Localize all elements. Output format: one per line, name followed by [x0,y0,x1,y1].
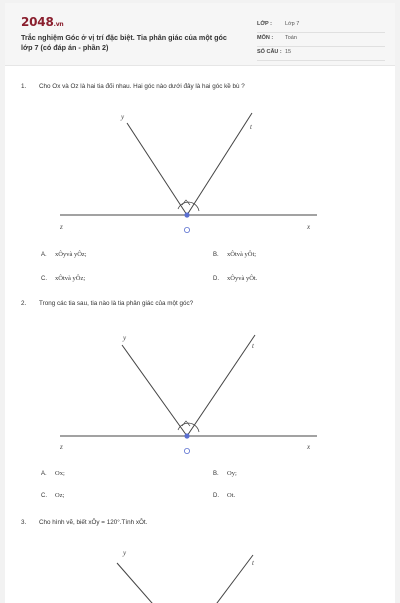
question-number: 1. [21,83,27,90]
answer-option-c[interactable] [41,492,64,499]
meta-key: LỚP : [257,21,272,27]
option-letter: D. [213,493,219,499]
answer-option-d[interactable] [213,492,235,499]
meta-key: SỐ CÂU : [257,49,282,55]
label-t: t [250,123,252,131]
option-text: xÔyvà yÔt. [227,275,258,282]
option-letter: C. [41,493,47,499]
question-text: Cho hình vẽ, biết xÔy = 120°.Tính xÔt. [39,519,148,526]
option-text: Oy; [227,470,237,477]
option-text: Ot. [227,492,236,499]
question-number: 2. [21,300,27,307]
ray-oy [122,345,187,436]
option-text: Ox; [55,470,65,477]
label-t: t [252,559,254,567]
worksheet-page [5,3,395,603]
option-letter: C. [41,276,47,282]
answer-option-b[interactable] [213,251,256,258]
answer-option-d[interactable] [213,275,257,282]
ray-ot [187,113,252,215]
label-z: z [60,443,63,451]
origin-point [184,433,189,438]
meta-value: 15 [285,49,292,55]
answer-option-c[interactable] [41,275,85,282]
option-letter: B. [213,252,219,258]
ray-ot [187,335,255,436]
option-letter: D. [213,276,219,282]
worksheet-title: Trắc nghiệm Góc ở vị trí đặc biệt. Tia phân giác của một góc lớp 7 (có đáp án - phần 2) [21,33,227,52]
option-letter: A. [41,471,47,477]
logo-suffix: .vn [53,21,64,28]
origin-label-circle [184,448,189,453]
option-text: xÔyvà yÔz; [55,251,87,258]
option-text: xÔtvà yÔt; [227,251,257,258]
figure-3 [117,549,255,603]
label-t: t [252,342,254,350]
meta-value: Lớp 7 [285,21,300,27]
origin-label-circle [184,227,189,232]
label-x: x [307,223,311,231]
option-text: xÔtvà yÔz; [55,275,86,282]
ray-oy [127,123,187,215]
logo-text: 2048 [21,15,54,29]
answer-option-b[interactable] [213,470,237,477]
label-y: y [123,549,127,557]
question-text: Trong các tia sau, tia nào là tia phân giác của một góc? [39,300,194,307]
option-letter: A. [41,252,47,258]
label-z: z [60,223,63,231]
answer-option-a[interactable] [41,470,65,477]
figure-1 [59,113,317,233]
ray-ot [187,555,253,603]
question-text: Cho Ox và Oz là hai tia đối nhau. Hai góc nào dưới đây là hai góc kề bù ? [39,83,245,90]
label-y: y [121,113,125,121]
origin-point [184,212,189,217]
ray-oy [117,563,187,603]
meta-value: Toán [285,35,297,41]
answer-option-a[interactable] [41,251,87,258]
question-number: 3. [21,519,27,526]
option-letter: B. [213,471,219,477]
label-y: y [123,334,127,342]
meta-key: MÔN : [257,35,274,41]
label-x: x [307,443,311,451]
option-text: Oz; [55,492,65,499]
figure-2 [59,334,317,454]
